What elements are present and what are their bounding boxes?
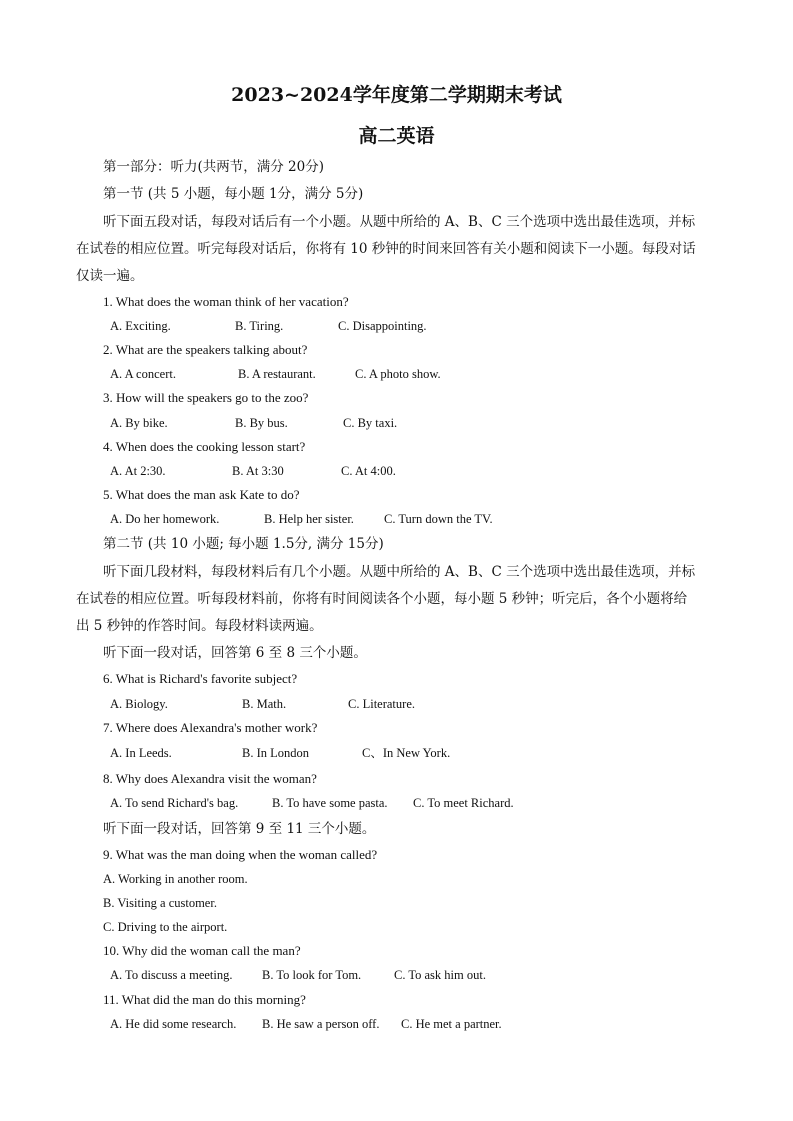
question-text: 5. What does the man ask Kate to do? <box>103 487 300 502</box>
option-a: A. Exciting. <box>110 319 171 333</box>
option-c: C、In New York. <box>362 746 451 760</box>
question-text: 8. Why does Alexandra visit the woman? <box>103 771 317 786</box>
option-a: A. Biology. <box>110 697 168 711</box>
option-b: B. To have some pasta. <box>272 796 388 810</box>
option-b: B. Help her sister. <box>264 512 354 526</box>
question-text: 4. When does the cooking lesson start? <box>103 439 306 454</box>
option-c: C. By taxi. <box>343 416 398 430</box>
question-text: 7. Where does Alexandra's mother work? <box>103 720 318 735</box>
question-text: 9. What was the man doing when the woman called? <box>103 847 378 862</box>
option-c: C. To meet Richard. <box>413 796 514 810</box>
option-a: A. A concert. <box>110 367 176 381</box>
option-b: B. To look for Tom. <box>262 968 362 982</box>
option-b: B. Math. <box>242 697 287 711</box>
part1-heading: 第一部分：听力(共两节，满分 20分) <box>103 159 325 175</box>
question-text: 6. What is Richard's favorite subject? <box>103 671 298 686</box>
option-c: C. Turn down the TV. <box>384 512 493 526</box>
option-b: B. Tiring. <box>235 319 284 333</box>
exam-subtitle: 高二英语 <box>358 125 435 147</box>
option-c: C. Driving to the airport. <box>103 920 228 934</box>
section1-heading: 第一节 (共 5 小题，每小题 1分，满分 5分) <box>103 186 364 202</box>
section2-instruction-line: 在试卷的相应位置。听每段材料前，你将有时间阅读各个小题，每小题 5 秒钟；听完后，各个小题将给 <box>76 591 688 607</box>
option-a: A. To send Richard's bag. <box>110 796 239 810</box>
option-a: A. To discuss a meeting. <box>110 968 233 982</box>
option-c: C. To ask him out. <box>394 968 486 982</box>
question-text: 11. What did the man do this morning? <box>103 992 306 1007</box>
question-text: 1. What does the woman think of her vacation? <box>103 294 349 309</box>
question-text: 2. What are the speakers talking about? <box>103 342 308 357</box>
section2-instruction-line: 听下面几段材料，每段材料后有几个小题。从题中所给的 A、B、C 三个选项中选出最佳选项，并标 <box>103 564 696 580</box>
section1-instruction-line: 在试卷的相应位置。听完每段对话后，你将有 10 秒钟的时间来回答有关小题和阅读下一小题。每段对话 <box>76 241 696 257</box>
question-text: 3. How will the speakers go to the zoo? <box>103 390 309 405</box>
section2-instruction-line: 出 5 秒钟的作答时间。每段材料读两遍。 <box>76 618 323 634</box>
option-b: B. By bus. <box>235 416 288 430</box>
option-a: A. In Leeds. <box>110 746 172 760</box>
option-b: B. In London <box>242 746 310 760</box>
option-a: A. At 2:30. <box>110 464 166 478</box>
dialog-intro: 听下面一段对话，回答第 6 至 8 三个小题。 <box>103 645 367 661</box>
option-a: A. Working in another room. <box>103 872 248 886</box>
option-c: C. He met a partner. <box>401 1017 502 1031</box>
option-a: A. Do her homework. <box>110 512 220 526</box>
section1-instruction-line: 听下面五段对话，每段对话后有一个小题。从题中所给的 A、B、C 三个选项中选出最佳选项，并标 <box>103 214 696 230</box>
option-c: C. A photo show. <box>355 367 441 381</box>
option-b: B. He saw a person off. <box>262 1017 380 1031</box>
dialog-intro: 听下面一段对话，回答第 9 至 11 三个小题。 <box>103 821 376 837</box>
option-b: B. A restaurant. <box>238 367 316 381</box>
section2-heading: 第二节 (共 10 小题; 每小题 1.5分, 满分 15分) <box>103 536 384 552</box>
option-b: B. Visiting a customer. <box>103 896 217 910</box>
exam-title: 2023~2024学年度第二学期期末考试 <box>231 84 562 106</box>
option-a: A. He did some research. <box>110 1017 237 1031</box>
question-text: 10. Why did the woman call the man? <box>103 943 301 958</box>
section1-instruction-line: 仅读一遍。 <box>76 268 144 284</box>
option-c: C. Disappointing. <box>338 319 427 333</box>
option-b: B. At 3:30 <box>232 464 284 478</box>
option-a: A. By bike. <box>110 416 168 430</box>
option-c: C. At 4:00. <box>341 464 396 478</box>
option-c: C. Literature. <box>348 697 415 711</box>
